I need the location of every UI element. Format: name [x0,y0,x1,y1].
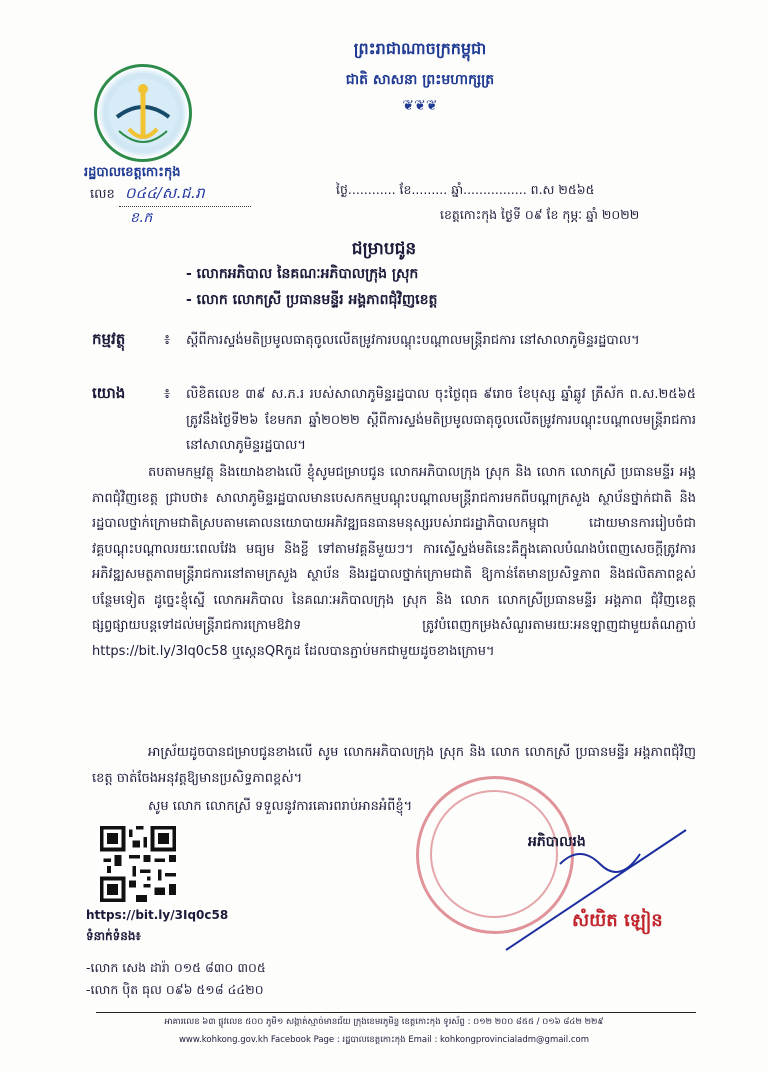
closing-line: សូម លោក លោកស្រី ទទួលនូវការគោរពរាប់អានអំពីខ្ញុំ។ [148,799,413,814]
national-motto: ជាតិ សាសនា ព្រះមហាក្សត្រ [345,72,495,88]
contact-label: ទំនាក់ទំនង៖ [86,929,141,943]
admin-name: រដ្ឋបាលខេត្តកោះកុង [84,165,181,180]
motto-ornament: ❦❦❦ [402,98,438,114]
body-paragraph-2: អាស្រ័យដូចបានជម្រាបជូនខាងលើ សូម លោកអភិបាលក្រុង ស្រុក និង លោក លោកស្រី ប្រធានមន្ទីរ អង្គភាពជុំវិញខេត្ត ចាត់ចែងអនុវត្តឱ្យមានប្រសិទ្ធភាពខ្ពស់។ [92,745,696,786]
ref-number: ០៤៤/ស.ជ.រា [119,184,251,207]
kingdom-title: ព្រះរាជាណាចក្រកម្ពុជា [353,39,487,58]
anchor-icon [97,67,189,159]
lunar-date: ថ្ងៃ............ ខែ......... ឆ្នាំ................ ព.ស ២៥៦៥ [336,182,595,197]
reference-label: យោង [92,384,126,402]
body-paragraph-1: តបតាមកម្មវត្ថុ និងយោងខាងលើ ខ្ញុំសូមជម្រាបជូន លោកអភិបាលក្រុង ស្រុក និង លោក លោកស្រី ប្រធានមន្ទីរ អង្គភាពជុំវិញខេត្ត ជ្រាបថា៖ សាលាភូមិន្ទរដ្ឋបាលមានបេសកកម្មបណ្តុះបណ្តាលមន្ត្រីរាជការមកពីបណ្តាក្រសួង ស្ថាប័នថ្នាក់ជាតិ និងរដ្ឋបាលថ្នាក់ក្រោមជាតិស្របតាមគោលនយោបាយអភិវឌ្ឍធនធានមនុស្សរបស់រាជរដ្ឋាភិបាលកម្ពុជា ដោយមានការរៀបចំជាវគ្គបណ្តុះបណ្តាលរយៈពេលវែង មធ្យម និងខ្លី ទៅតាមវគ្គនីមួយៗ។ ការស្ទើស្ទង់មតិនេះគឺក្នុងគោលបំណងបំពេញសេចក្តីត្រូវការអភិវឌ្ឍសមត្ថភាពមន្ត្រីរាជការនៅតាមក្រសួង ស្ថាប័ន និងរដ្ឋបាលថ្នាក់ក្រោមជាតិ ឱ្យកាន់តែមានប្រសិទ្ធភាព និងផលិតភាពខ្ពស់បន្ថែមទៀត ដូច្នេះខ្ញុំស្នើ លោកអភិបាល នៃគណៈអភិបាលក្រុង ស្រុក និង លោក លោកស្រីប្រធានមន្ទីរ អង្គភាព ជុំវិញខេត្ត ផ្សព្វផ្សាយបន្តទៅដល់មន្ត្រីរាជការក្រោមឱវាទ ត្រូវបំពេញកម្រងសំណួរតាមរយៈអនឡាញជាមួយតំណភ្ជាប់ https://bit.ly/3Iq0c58 ឬស្កេនQRកូដ ដែលបានភ្ជាប់មកជាមួយដូចខាងក្រោម។ [92,465,696,659]
signatory-name: សំយិត ឡៀន [572,910,663,931]
contact-person-1: -លោក សេង ដារ៉ា ០១៥ ៨៣០ ៣០៥ [86,960,266,975]
signature-role: អភិបាលរង [528,834,586,850]
footer-address: អាគារលេខ ៦៣ ផ្លូវលេខ ៥០០ ភូមិ១ សង្កាត់ស្មាច់មានជ័យ ក្រុងខេមរភូមិន្ទ ខេត្តកោះកុង ទូរស័ព្ទ : ០១២ ២០០ ៨៥៥ / ០១៦ ៨៤២ ២២៩ [164,1017,604,1027]
heading-title: ជម្រាបជូន [351,239,417,259]
ref-suffix: ខ.ក [130,210,153,226]
qr-code-icon[interactable] [100,826,176,902]
reference-text: លិខិតលេខ ៣៩ ស.ភ.រ របស់សាលាភូមិន្ទរដ្ឋបាល ចុះថ្ងៃពុធ ៩រោច ខែបុស្ស ឆ្នាំឆ្លូវ ត្រីស័ក ព.ស.២៥៦៥ ត្រូវនឹងថ្ងៃទី២៦ ខែមករា ឆ្នាំ២០២២ ស្តីពីការស្ទង់មតិប្រមូលធាតុចូលលើតម្រូវការបណ្តុះបណ្តាលមន្ត្រីរាជការ នៅសាលាភូមិន្ទរដ្ឋបាល។ [186,387,696,453]
ref-label: លេខ [90,187,115,202]
provincial-logo [94,64,192,162]
recipient-1: - លោកអភិបាល នៃគណៈអភិបាលក្រុង ស្រុក [186,266,419,282]
recipient-2: - លោក លោកស្រី ប្រធានមន្ទីរ អង្គភាពជុំវិញខេត្ត [186,292,438,308]
footer-web: www.kohkong.gov.kh Facebook Page : រដ្ឋបាលខេត្តកោះកុង Email : kohkongprovincialadm@gmail.com [178,1035,590,1045]
reference-colon: ៖ [164,386,171,402]
subject-text: ស្តីពីការស្ទង់មតិប្រមូលធាតុចូលលើតម្រូវការបណ្តុះបណ្តាលមន្ត្រីរាជការ នៅសាលាភូមិន្ទរដ្ឋបាល។ [186,333,640,348]
contact-person-2: -លោក ប៉ិត ធុល ០៩៦ ៥១៨ ៤៤២០ [86,982,264,997]
subject-label: កម្មវត្ថុ [92,330,126,348]
solar-date: ខេត្តកោះកុង ថ្ងៃទី ០៩ ខែ កុម្ភៈ ឆ្នាំ ២០២២ [440,207,640,222]
ref-line [90,184,251,207]
subject-colon: ៖ [164,332,171,348]
qr-link[interactable]: https://bit.ly/3Iq0c58 [86,908,229,922]
footer-divider [96,1012,696,1013]
